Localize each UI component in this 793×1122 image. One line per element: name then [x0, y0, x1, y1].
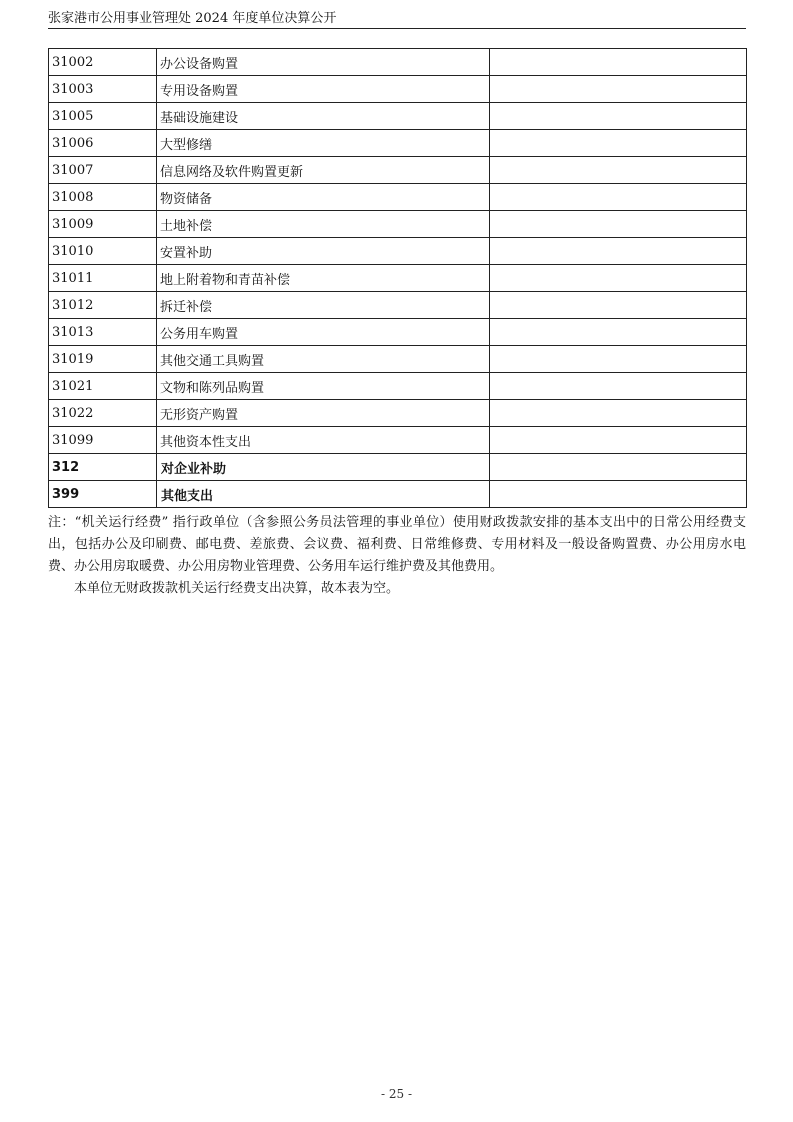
table-row [49, 238, 747, 265]
account-name-cell: 安置补助 [157, 238, 490, 265]
account-name-cell: 其他资本性支出 [157, 427, 490, 454]
table-row [49, 103, 747, 130]
table-note [48, 512, 746, 600]
table-row [49, 373, 747, 400]
account-code-cell: 31012 [49, 292, 157, 319]
amount-cell [490, 481, 747, 508]
account-code-cell: 31009 [49, 211, 157, 238]
note-definition: 注：“机关运行经费” 指行政单位（含参照公务员法管理的事业单位）使用财政拨款安排的基本支出中的日常公用经费支出，包括办公及印刷费、邮电费、差旅费、会议费、福利费、日常维修费、专用材料及一般设备购置费、办公用房水电费、办公用房取暖费、办公用房物业管理费、公务用车运行维护费及其他费用。 [48, 515, 746, 574]
table-row [49, 130, 747, 157]
account-name-cell: 土地补偿 [157, 211, 490, 238]
account-code-cell: 31099 [49, 427, 157, 454]
table-row [49, 211, 747, 238]
account-name-cell: 大型修缮 [157, 130, 490, 157]
account-name-cell: 基础设施建设 [157, 103, 490, 130]
table-row [49, 265, 747, 292]
account-code-cell: 31011 [49, 265, 157, 292]
amount-cell [490, 427, 747, 454]
amount-cell [490, 400, 747, 427]
account-code-cell: 31007 [49, 157, 157, 184]
account-name-cell: 办公设备购置 [157, 49, 490, 76]
account-code-cell: 312 [49, 454, 157, 481]
document-title: 张家港市公用事业管理处 2024 年度单位决算公开 [48, 11, 337, 26]
table-row [49, 427, 747, 454]
account-code-cell: 31010 [49, 238, 157, 265]
amount-cell [490, 319, 747, 346]
account-name-cell: 无形资产购置 [157, 400, 490, 427]
table-body [49, 49, 747, 508]
account-name-cell: 地上附着物和青苗补偿 [157, 265, 490, 292]
account-name-cell: 专用设备购置 [157, 76, 490, 103]
page-number: - 25 - [380, 1087, 412, 1101]
account-code-cell: 31008 [49, 184, 157, 211]
amount-cell [490, 454, 747, 481]
amount-cell [490, 238, 747, 265]
table-row [49, 292, 747, 319]
account-name-cell: 对企业补助 [157, 454, 490, 481]
amount-cell [490, 130, 747, 157]
account-code-cell: 31006 [49, 130, 157, 157]
account-code-cell: 399 [49, 481, 157, 508]
account-code-cell: 31003 [49, 76, 157, 103]
expenditure-table [48, 48, 747, 508]
table-row [49, 346, 747, 373]
account-name-cell: 公务用车购置 [157, 319, 490, 346]
account-code-cell: 31021 [49, 373, 157, 400]
account-name-cell: 其他支出 [157, 481, 490, 508]
note-statement: 本单位无财政拨款机关运行经费支出决算，故本表为空。 [74, 581, 400, 596]
amount-cell [490, 76, 747, 103]
amount-cell [490, 346, 747, 373]
account-code-cell: 31019 [49, 346, 157, 373]
amount-cell [490, 103, 747, 130]
table-row [49, 454, 747, 481]
amount-cell [490, 184, 747, 211]
amount-cell [490, 211, 747, 238]
account-name-cell: 拆迁补偿 [157, 292, 490, 319]
table-row [49, 481, 747, 508]
account-code-cell: 31002 [49, 49, 157, 76]
amount-cell [490, 49, 747, 76]
table-row [49, 76, 747, 103]
table-row [49, 184, 747, 211]
page-header [48, 10, 746, 29]
account-name-cell: 文物和陈列品购置 [157, 373, 490, 400]
amount-cell [490, 157, 747, 184]
account-code-cell: 31022 [49, 400, 157, 427]
amount-cell [490, 265, 747, 292]
amount-cell [490, 373, 747, 400]
account-name-cell: 物资储备 [157, 184, 490, 211]
table-row [49, 400, 747, 427]
table-row [49, 157, 747, 184]
amount-cell [490, 292, 747, 319]
account-name-cell: 其他交通工具购置 [157, 346, 490, 373]
table-row [49, 49, 747, 76]
account-code-cell: 31005 [49, 103, 157, 130]
account-code-cell: 31013 [49, 319, 157, 346]
table-row [49, 319, 747, 346]
account-name-cell: 信息网络及软件购置更新 [157, 157, 490, 184]
